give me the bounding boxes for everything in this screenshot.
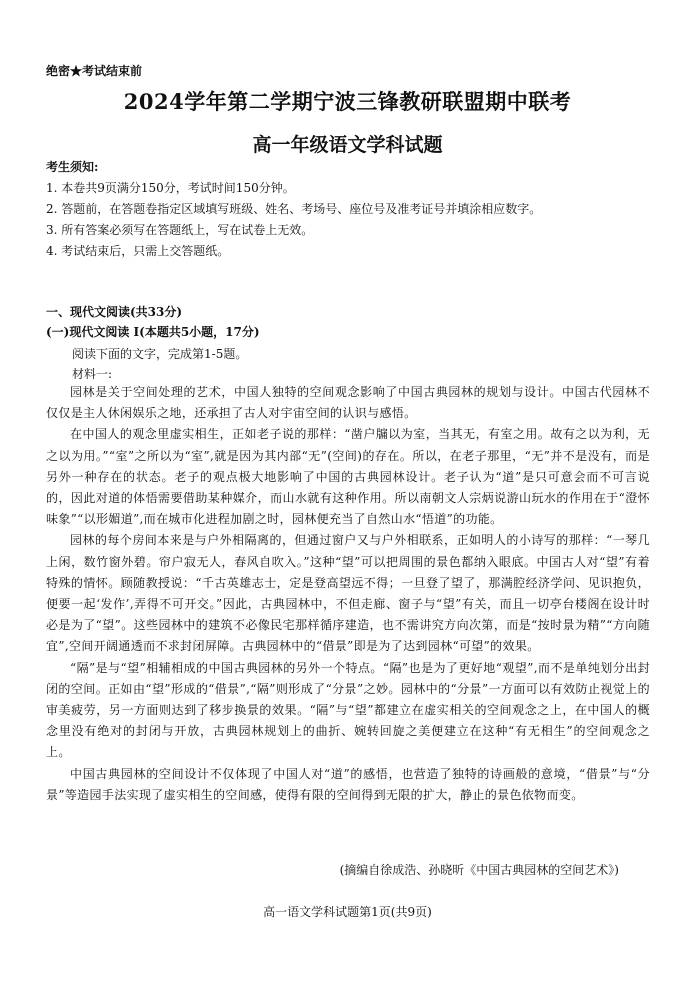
subsection-heading: (一)现代文阅读 I(本题共5小题，17分) [46,325,260,339]
passage [46,382,650,806]
page-footer: 高一语文学科试题第1页(共9页) [263,905,432,919]
notice-item: 4. 考试结束后，只需上交答题纸。 [46,244,230,258]
confidential-label: 绝密★考试结束前 [46,64,143,78]
material-label: 材料一: [72,367,113,381]
passage-paragraph: “隔”是与“望”相辅相成的中国古典园林的另外一个特点。“隔”也是为了更好地“观望”,而不是单纯划分出封闭的空间。正如由“望”形成的“借景”,“隔”则形成了“分景”之妙。园林中的“分景”一方面可以有效防止视觉上的审美疲劳，另一方面则达到了移步换景的效果。“隔”与“望”都建立在虚实相关的空间观念之上，在中国人的概念里没有绝对的封闭与开放，古典园林规划上的曲折、婉转回旋之美便建立在这种“有无相生”的空间观念之上。 [46,660,650,760]
exam-subtitle: 高一年级语文学科试题 [252,134,443,156]
exam-title: 2024学年第二学期宁波三锋教研联盟期中联考 [123,89,572,114]
notice-item: 2. 答题前，在答题卷指定区域填写班级、姓名、考场号、座位号及准考证号并填涂相应数字。 [46,202,542,216]
passage-source: (摘编自徐成浩、孙晓昕《中国古典园林的空间艺术》) [339,863,619,877]
passage-paragraph: 园林是关于空间处理的艺术，中国人独特的空间观念影响了中国古典园林的规划与设计。中国古代园林不仅仅是主人休闲娱乐之地，还承担了古人对宇宙空间的认识与感悟。 [46,385,650,421]
passage-paragraph: 园林的每个房间本来是与户外相隔离的，但通过窗户又与户外相联系，正如明人的小诗写的那样：“一琴几上闲，数竹窗外碧。帘户寂无人，春风自吹入。”这种“望”可以把周围的景色都纳入眼底。中国古人对“望”有着特殊的情怀。顾随教授说：“千古英雄志士，定是登高望远不得；一旦登了望了，那满腔经济学问、见识抱负，便要一起‘发作’,弄得不可开交。”因此，古典园林中，不但走廊、窗子与“望”有关，而且一切亭台楼阁在设计时必是为了“望”。这些园林中的建筑不必像民宅那样循序建造，也不需讲究方向次第，而是“按时景为精”“方向随宜”,空间开阔通透而不求封闭屏障。古典园林中的“借景”即是为了达到园林“可望”的效果。 [46,533,650,654]
notice-item: 1. 本卷共9页满分150分，考试时间150分钟。 [46,181,295,195]
passage-paragraph: 在中国人的观念里虚实相生，正如老子说的那样：“凿户牖以为室，当其无，有室之用。故有之以为利，无之以为用。”“室”之所以为“室”,就是因为其内部“无”(空间)的存在。所以，在老子那里，“无”并不是没有，而是另外一种存在的状态。老子的观点极大地影响了中国的古典园林设计。老子认为“道”是只可意会而不可言说的，因此对道的体悟需要借助某种媒介，而山水就有这种作用。所以南朝文人宗炳说游山玩水的作用在于“澄怀味象”“以形媚道”,而在城市化进程加剧之时，园林便充当了自然山水“悟道”的功能。 [46,427,650,527]
section-heading: 一、现代文阅读(共33分) [46,305,183,319]
passage-paragraph: 中国古典园林的空间设计不仅体现了中国人对“道”的感悟，也营造了独特的诗画般的意境，“借景”与“分景”等造园手法实现了虚实相生的空间感，使得有限的空间得到无限的扩大，静止的景色依物而变。 [46,766,650,802]
reading-instruction: 阅读下面的文字，完成第1-5题。 [72,347,248,361]
notice-heading: 考生须知: [46,160,99,174]
notice-item: 3. 所有答案必须写在答题纸上，写在试卷上无效。 [46,223,314,237]
notice-list [46,178,541,262]
